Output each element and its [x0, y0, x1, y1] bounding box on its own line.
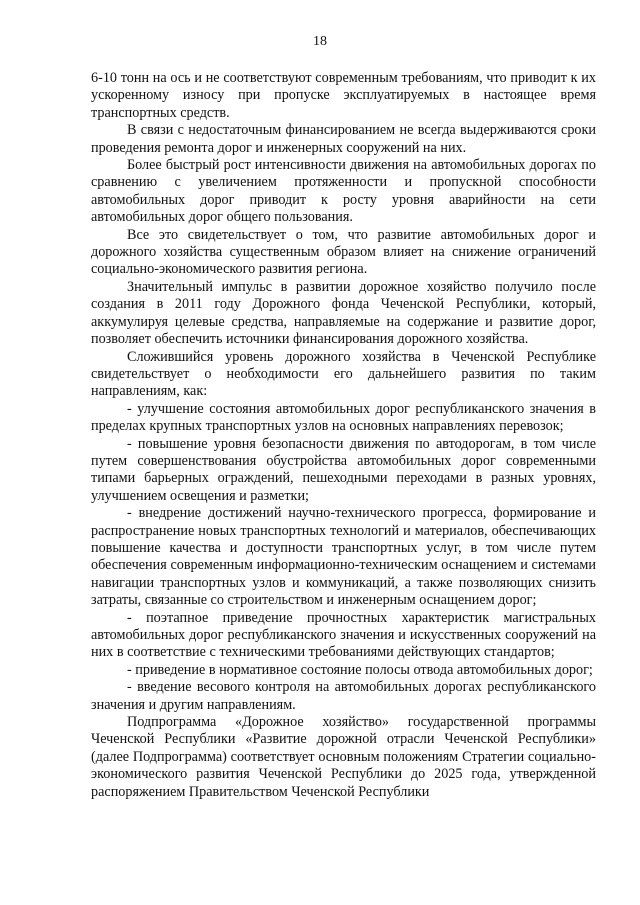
- paragraph-financing: В связи с недостаточным финансированием не всегда выдерживаются сроки проведения ремонта дорог и инженерных сооружений на них.: [91, 122, 596, 156]
- paragraph-directions-intro: Сложившийся уровень дорожного хозяйства в Чеченской Республике свидетельствует о необходимости его дальнейшего развития по таким направлениям, как:: [91, 348, 596, 400]
- page-number: 18: [313, 34, 327, 49]
- paragraph-road-fund: Значительный импульс в развитии дорожное хозяйство получило после создания в 2011 году Дорожного фонда Чеченской Республики, который, аккумулируя целевые средства, направляемые на содержание и развитие дорог, позволяет обеспечить источники финансирования дорожного хозяйства.: [91, 278, 596, 348]
- document-body: [91, 70, 596, 801]
- paragraph-subprogram: Подпрограмма «Дорожное хозяйство» государственной программы Чеченской Республики «Развитие дорожной отрасли Чеченской Республики» (далее Подпрограмма) соответствует основным положениям Стратегии социально-экономического развития Чеченской Республики до 2025 года, утвержденной распоряжением Правительством Чеченской Республики: [91, 714, 596, 800]
- paragraph-traffic-growth: Более быстрый рост интенсивности движения на автомобильных дорогах по сравнению с увеличением протяженности и пропускной способности автомобильных дорог приводит к росту уровня аварийности на сети автомобильных дорог общего пользования.: [91, 157, 596, 226]
- list-item-weight-control: - введение весового контроля на автомобильных дорогах республиканского значения и другим направлениям.: [91, 679, 596, 713]
- list-item-road-condition: - улучшение состояния автомобильных дорог республиканского значения в пределах крупных транспортных узлов на основных направлениях перевозок;: [91, 400, 596, 435]
- list-item-traffic-safety: - повышение уровня безопасности движения по автодорогам, в том числе путем совершенствования обустройства автомобильных дорог современными типами барьерных ограждений, пешеходными переходами в разных уровнях, улучшением освещения и разметки;: [91, 435, 596, 504]
- paragraph-development-impact: Все это свидетельствует о том, что развитие автомобильных дорог и дорожного хозяйства существенным образом влияет на снижение ограничений социально-экономического развития региона.: [91, 226, 596, 278]
- list-item-strength-characteristics: - поэтапное приведение прочностных характеристик магистральных автомобильных дорог республиканского значения и искусственных сооружений на них в соответствие с техническими требованиями действующих стандартов;: [91, 609, 596, 661]
- list-item-right-of-way: - приведение в нормативное состояние полосы отвода автомобильных дорог;: [127, 661, 593, 678]
- list-item-technology: - внедрение достижений научно-технического прогресса, формирование и распространение новых транспортных технологий и материалов, обеспечивающих повышение качества и доступности транспортных услуг, в том числе путем обеспечения современным информационно-техническим оснащением и системами навигации транспортных узлов и коммуникаций, а также позволяющих снизить затраты, связанные со строительством и инженерным оснащением дорог;: [91, 505, 596, 609]
- paragraph-continuation: 6-10 тонн на ось и не соответствуют современным требованиям, что приводит к их ускоренному износу при пропуске эксплуатируемых в настоящее время транспортных средств.: [91, 70, 596, 121]
